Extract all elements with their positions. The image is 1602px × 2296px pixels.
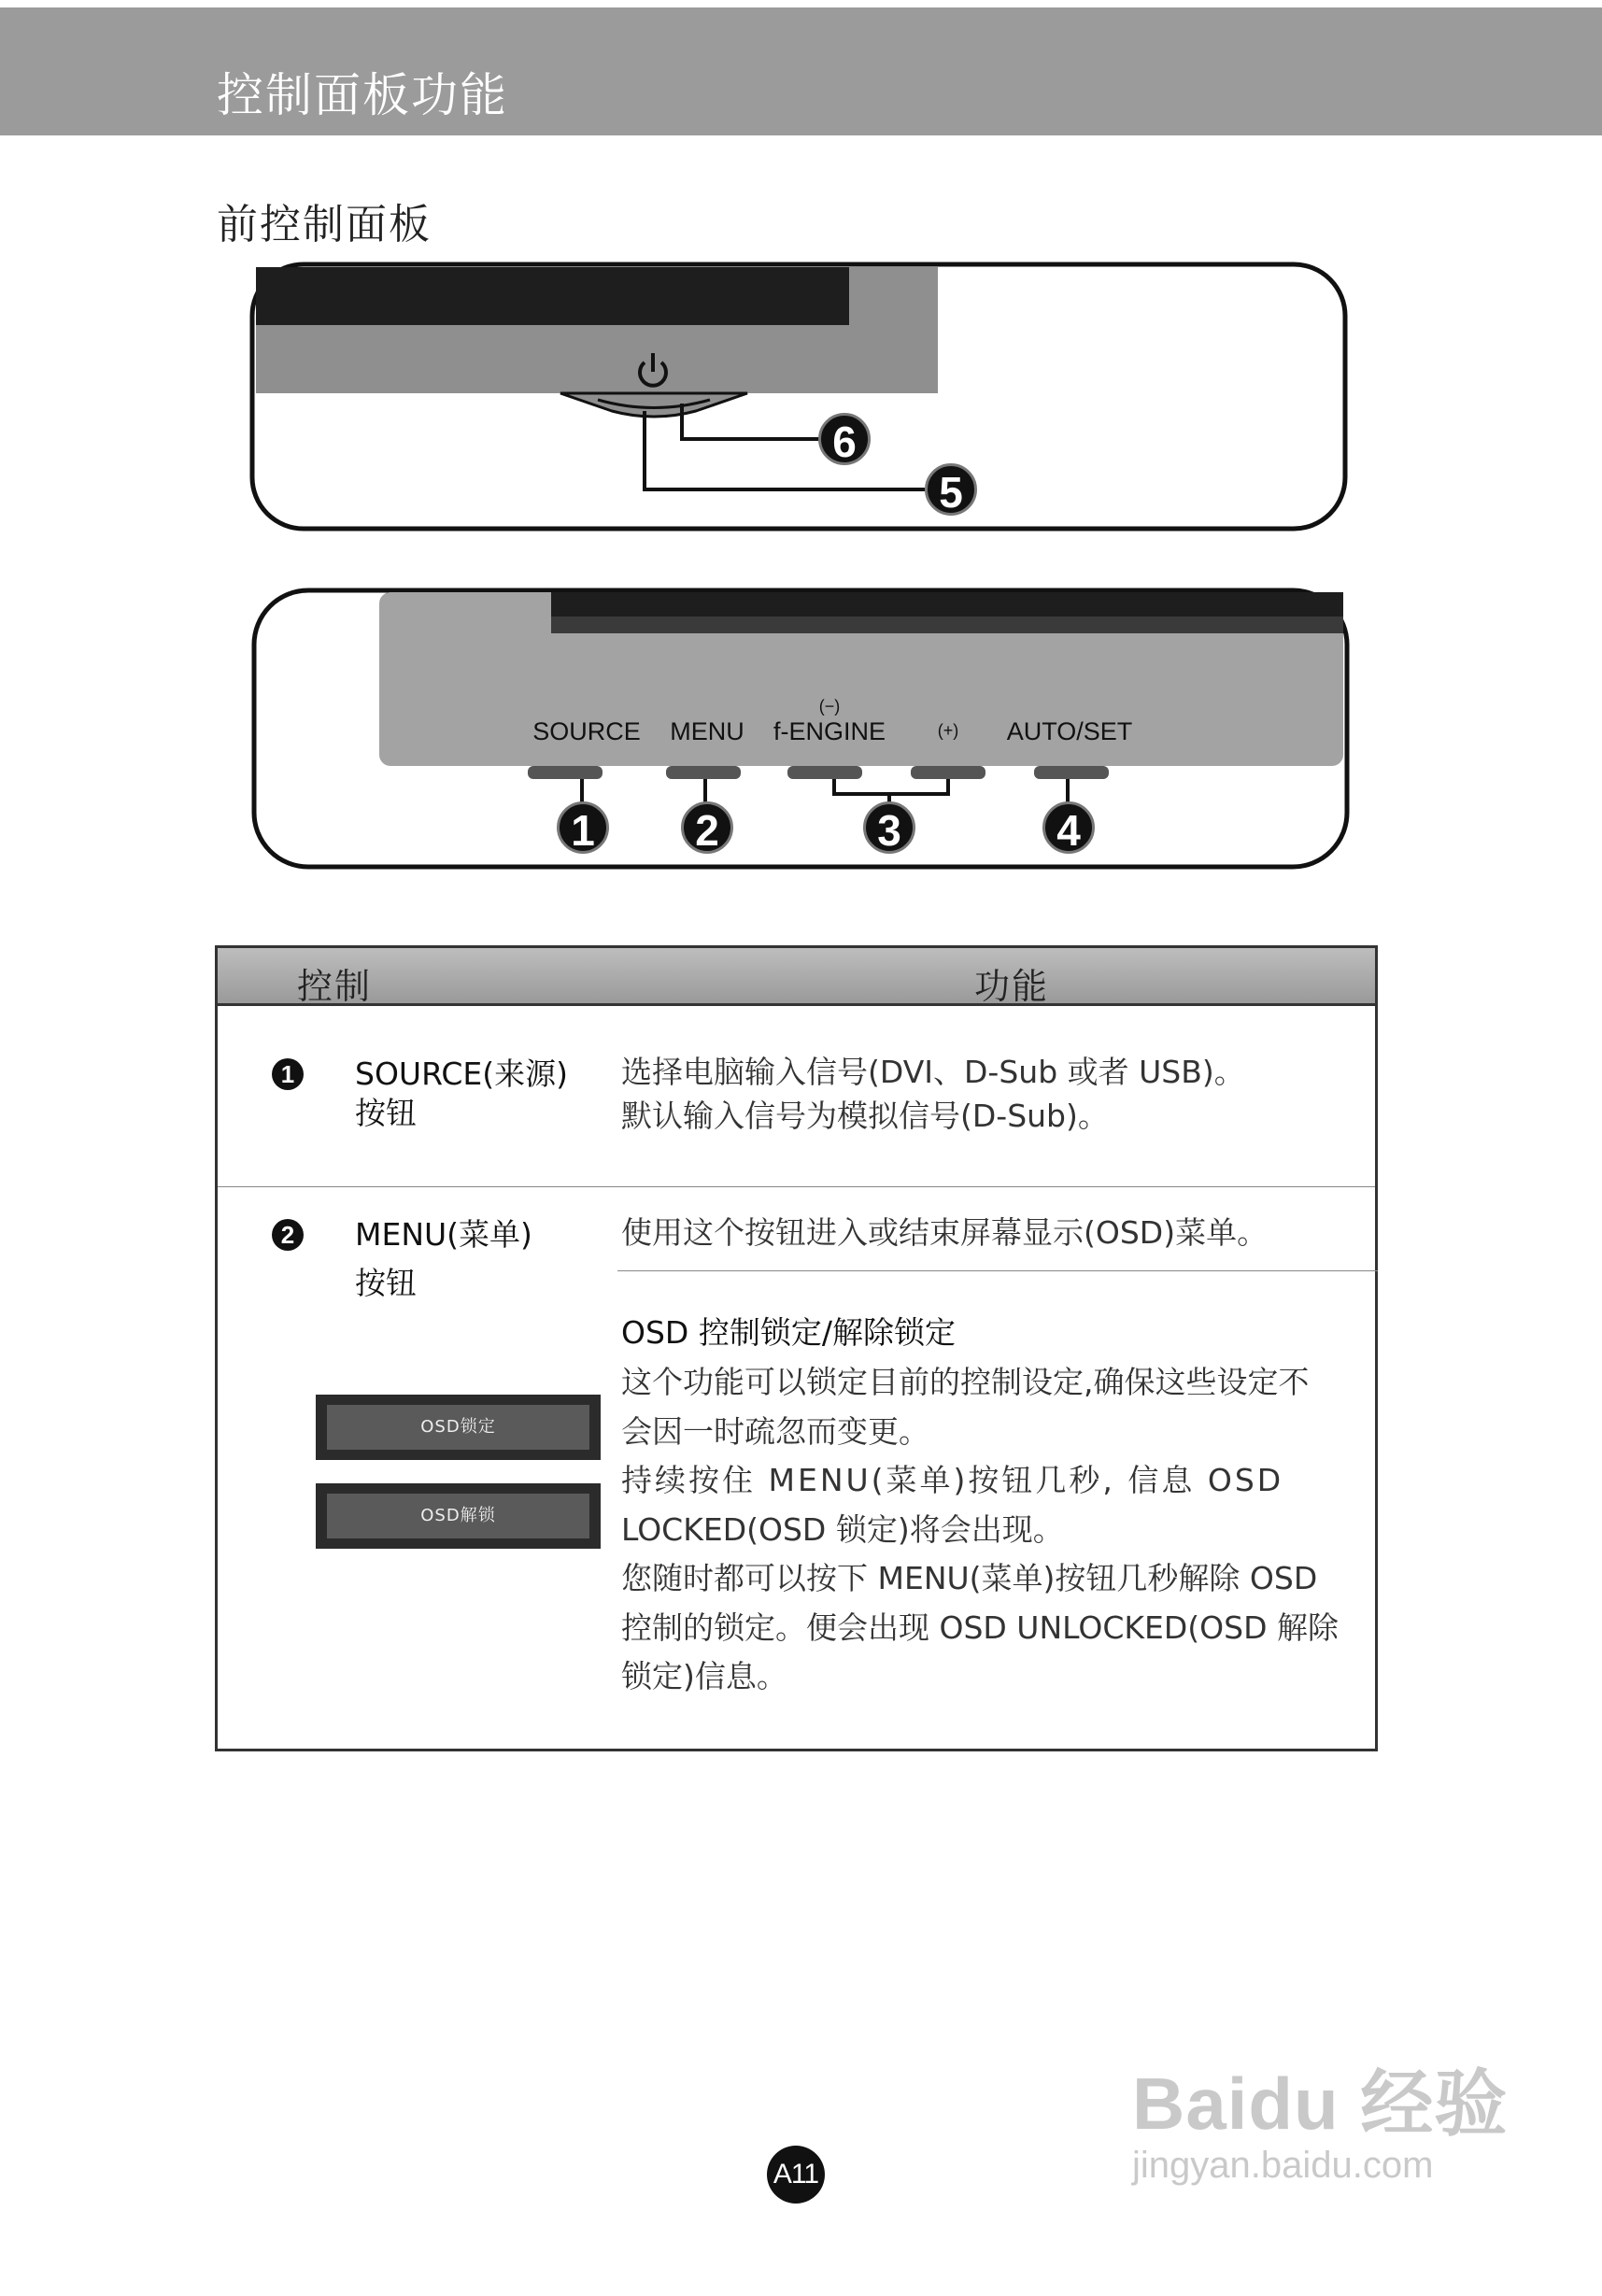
description-line: LOCKED(OSD 锁定)将会出现。 [621,1510,1064,1548]
description-line: 会因一时疏忽而变更。 [621,1412,929,1450]
page-title: 控制面板功能 [217,68,508,122]
control-name-line: MENU(菜单) [355,1216,532,1253]
description-line: 持续按住 MENU(菜单)按钮几秒, 信息 OSD [621,1462,1284,1498]
callout-3: 3 [863,801,915,854]
callout-2: 2 [681,801,733,854]
source-button-label: SOURCE [532,717,641,745]
watermark-logo [1132,2046,1508,2187]
minus-label: (−) [818,697,841,716]
callout-4: 4 [1042,801,1095,854]
callout-1: 1 [557,801,609,854]
watermark-main: Baidu 经验 [1132,2062,1509,2145]
section-title: 前控制面板 [217,201,432,248]
table-header [218,948,1375,1006]
row-number: 1 [272,1058,304,1090]
description-line: 选择电脑输入信号(DVI、D-Sub 或者 USB)。 [621,1054,1245,1090]
control-name [355,1051,568,1137]
control-name-line: 按钮 [355,1265,417,1301]
function-description [621,1049,1245,1140]
control-name-line: 按钮 [355,1095,417,1131]
function-description: 使用这个按钮进入或结束屏幕显示(OSD)菜单。 [621,1214,1269,1251]
header-function: 功能 [974,966,1050,1007]
callout-6: 6 [818,413,871,465]
osd-lock-description [621,1358,1359,1702]
description-line: 控制的锁定。便会出现 OSD UNLOCKED(OSD 解除 [621,1609,1339,1646]
sub-divider [617,1270,1378,1271]
row-divider [218,1186,1375,1187]
osd-lock-title: OSD 控制锁定/解除锁定 [621,1314,956,1351]
description-line: 这个功能可以锁定目前的控制设定,确保这些设定不 [621,1364,1310,1400]
osd-locked-text: OSD锁定 [327,1405,589,1450]
callout-5: 5 [925,463,977,516]
row-number: 2 [272,1219,304,1251]
description-line: 您随时都可以按下 MENU(菜单)按钮几秒解除 OSD [621,1560,1318,1596]
power-diagram [252,264,1345,529]
description-line: 默认输入信号为模拟信号(D-Sub)。 [621,1098,1109,1134]
watermark-sub: jingyan.baidu.com [1132,2145,1434,2186]
header-control: 控制 [297,966,373,1007]
page-number: A11 [767,2146,825,2204]
fengine-button-label: f-ENGINE [773,717,886,745]
control-name-line: SOURCE(来源) [355,1056,569,1092]
plus-button-label: (+) [937,721,959,740]
osd-unlocked-message [316,1483,601,1549]
osd-unlocked-text: OSD解锁 [327,1494,589,1538]
description-line: 锁定)信息。 [621,1658,787,1694]
controls-table [215,945,1378,1751]
osd-locked-message [316,1395,601,1460]
autoset-button-label: AUTO/SET [1006,717,1133,745]
menu-button-label: MENU [670,717,744,745]
control-name [355,1212,532,1307]
